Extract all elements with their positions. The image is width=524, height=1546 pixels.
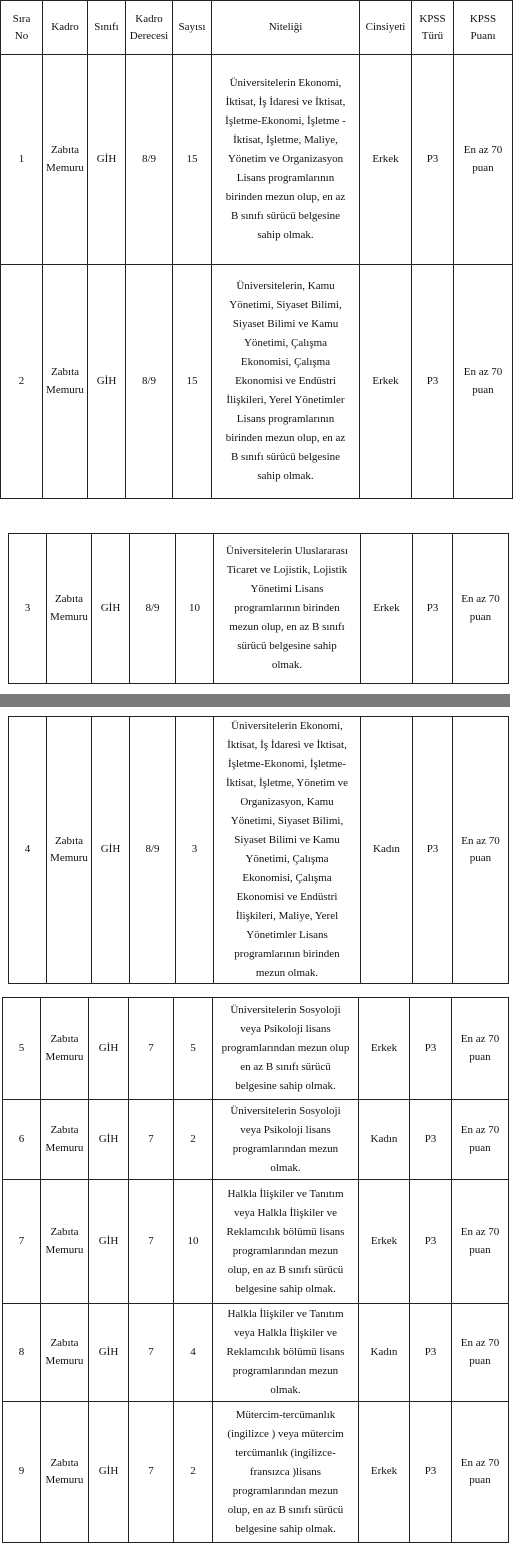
- kadro-line: Zabıta: [50, 366, 80, 378]
- table-block-2: [8, 533, 508, 683]
- header-cell: KPSS Puanı: [454, 1, 513, 55]
- niteligi-line: programlarından mezun olup: [221, 1042, 350, 1054]
- niteligi-line: Ekonomisi ve Endüstri: [236, 891, 338, 903]
- kpss-puani-line: En az 70: [463, 144, 503, 156]
- niteligi-line: en az B sınıfı sürücü: [240, 1061, 331, 1073]
- cinsiyeti-cell: Erkek: [360, 55, 412, 265]
- kadro-cell: [41, 1304, 89, 1402]
- niteligi-line: Lisans programlarının: [236, 413, 335, 425]
- kadro-line: Memuru: [50, 852, 88, 864]
- kadro-line: Zabıta: [50, 1033, 79, 1045]
- kadro-derecesi-cell: 7: [129, 998, 174, 1100]
- niteligi-line: olmak.: [270, 1161, 301, 1174]
- kadro-cell: [41, 998, 89, 1100]
- niteligi-line: Üniversitelerin Ekonomi,: [231, 720, 343, 732]
- kpss-turu-cell: P3: [412, 265, 454, 499]
- niteligi-line: programlarından mezun: [232, 1484, 339, 1497]
- cinsiyeti-cell: Erkek: [359, 1402, 410, 1543]
- kpss-puani-line: En az 70: [461, 834, 500, 847]
- kpss-puani-line: puan: [469, 610, 492, 623]
- sayisi-cell: 5: [174, 998, 213, 1100]
- niteligi-line: Yönetimi Lisans: [250, 583, 324, 595]
- table-row: [1, 265, 513, 499]
- kadro-derecesi-cell: 7: [129, 1304, 174, 1402]
- kadro-line: Zabıta: [50, 1226, 79, 1238]
- kpss-puani-line: puan: [469, 1474, 491, 1486]
- kpss-puani-line: En az 70: [460, 1033, 500, 1045]
- kpss-puani-line: puan: [469, 1243, 491, 1256]
- niteligi-line: Mütercim-tercümanlık: [235, 1408, 336, 1421]
- kadro-line: Memuru: [46, 383, 84, 396]
- kadro-cell: [41, 1180, 89, 1304]
- niteligi-line: veya Psikoloji lisans: [240, 1023, 331, 1035]
- cinsiyeti-cell: Erkek: [359, 1180, 410, 1304]
- table-row: [3, 998, 509, 1100]
- cinsiyeti-cell: Erkek: [359, 998, 410, 1100]
- kadro-line: Zabıta: [54, 593, 84, 605]
- table-block-3: [8, 716, 508, 979]
- niteligi-line: programlarının birinden: [234, 948, 340, 960]
- niteligi-line: tercümanlık (ingilizce-: [235, 1446, 336, 1459]
- kpss-turu-cell: P3: [413, 717, 453, 984]
- kpss-puani-cell: [452, 1304, 509, 1402]
- kpss-puani-line: En az 70: [460, 1226, 500, 1238]
- niteligi-line: belgesine sahip olmak.: [235, 1080, 336, 1092]
- kpss-turu-cell: P3: [413, 534, 453, 684]
- niteligi-line: B sınıfı sürücü belgesine: [230, 210, 341, 222]
- niteligi-line: Siyaset Bilimi ve Kamu: [232, 318, 339, 330]
- niteligi-line: İşletme-Ekonomi, İşletme-: [228, 758, 346, 770]
- niteligi-line: olup, en az B sınıfı sürücü: [227, 1263, 344, 1276]
- sinif-cell: GİH: [92, 534, 130, 684]
- header-cell: KPSS Türü: [412, 1, 454, 55]
- niteligi-cell: [212, 265, 360, 499]
- niteligi-line: programlarının birinden: [234, 602, 340, 614]
- niteligi-line: Üniversitelerin, Kamu: [236, 280, 335, 292]
- kpss-turu-cell: P3: [410, 1304, 452, 1402]
- kpss-turu-cell: P3: [412, 55, 454, 265]
- niteligi-line: Yönetimi, Çalışma: [243, 337, 328, 349]
- sayisi-cell: 15: [173, 265, 212, 499]
- niteligi-line: veya Psikoloji lisans: [240, 1123, 331, 1136]
- cinsiyeti-cell: Erkek: [360, 265, 412, 499]
- niteligi-cell: [213, 1100, 359, 1180]
- kpss-puani-cell: [454, 55, 513, 265]
- niteligi-line: Yönetimi, Çalışma: [245, 853, 329, 865]
- niteligi-line: mezun olmak.: [255, 967, 319, 979]
- kpss-puani-cell: [453, 717, 509, 984]
- sinif-cell: GİH: [88, 55, 126, 265]
- niteligi-line: belgesine sahip olmak.: [235, 1522, 336, 1535]
- kpss-puani-cell: [452, 1100, 509, 1180]
- sira-no-cell: 8: [3, 1304, 41, 1402]
- kpss-puani-line: puan: [469, 1354, 491, 1367]
- kadro-derecesi-cell: 7: [129, 1180, 174, 1304]
- kadro-line: Memuru: [45, 1141, 84, 1154]
- sinif-cell: GİH: [89, 1402, 129, 1543]
- niteligi-line: fransızca )lisans: [249, 1465, 322, 1478]
- sinif-cell: GİH: [89, 998, 129, 1100]
- kadro-cell: [43, 265, 88, 499]
- table-block-4: [2, 997, 508, 1542]
- kadro-derecesi-cell: 8/9: [130, 717, 176, 984]
- kadro-line: Memuru: [46, 161, 84, 174]
- niteligi-line: Reklamcılık bölümü lisans: [226, 1225, 345, 1238]
- niteligi-line: birinden mezun olup, en az: [225, 432, 346, 444]
- cinsiyeti-cell: Kadın: [361, 717, 413, 984]
- page-separator: [0, 694, 510, 707]
- kpss-turu-cell: P3: [410, 998, 452, 1100]
- table-row: [3, 1402, 509, 1543]
- sayisi-cell: 4: [174, 1304, 213, 1402]
- niteligi-line: Ticaret ve Lojistik, Lojistik: [226, 564, 348, 576]
- sinif-cell: GİH: [89, 1180, 129, 1304]
- kadro-line: Zabıta: [50, 1124, 79, 1136]
- niteligi-line: (ingilizce ) veya mütercim: [227, 1427, 344, 1440]
- kpss-puani-line: puan: [469, 1050, 491, 1063]
- niteligi-line: İktisat, İşletme, Yönetim ve: [225, 777, 349, 789]
- niteligi-line: İktisat, İş İdaresi ve İktisat,: [225, 96, 346, 108]
- table-block-1: [0, 0, 512, 498]
- kadro-line: Memuru: [45, 1050, 84, 1063]
- sayisi-cell: 15: [173, 55, 212, 265]
- niteligi-line: Ekonomisi ve Endüstri: [235, 375, 336, 387]
- niteligi-line: Yönetimi, Siyaset Bilimi,: [229, 299, 342, 311]
- niteligi-line: Yönetimler Lisans: [246, 929, 328, 941]
- niteligi-line: belgesine sahip olmak.: [235, 1282, 336, 1295]
- niteligi-line: programlarından mezun: [232, 1244, 339, 1257]
- table-row: [3, 1180, 509, 1304]
- table-row: [3, 1304, 509, 1402]
- niteligi-line: sürücü belgesine sahip: [237, 640, 337, 652]
- niteligi-line: birinden mezun olup, en az: [225, 191, 346, 203]
- sira-no-cell: 7: [3, 1180, 41, 1304]
- kpss-puani-line: En az 70: [460, 1337, 500, 1349]
- header-cell: Kadro Derecesi: [126, 1, 173, 55]
- sira-no-cell: 6: [3, 1100, 41, 1180]
- niteligi-line: Lisans programlarının: [236, 172, 335, 184]
- kadro-line: Zabıta: [50, 1337, 79, 1349]
- sinif-cell: GİH: [92, 717, 130, 984]
- header-cell: Niteliği: [212, 1, 360, 55]
- kpss-puani-cell: [453, 534, 509, 684]
- niteligi-cell: [214, 534, 361, 684]
- header-cell: Cinsiyeti: [360, 1, 412, 55]
- kpss-puani-line: puan: [472, 383, 494, 396]
- sira-no-cell: 9: [3, 1402, 41, 1543]
- kadro-line: Zabıta: [50, 144, 80, 156]
- cinsiyeti-cell: Kadın: [359, 1100, 410, 1180]
- table-row: [1, 55, 513, 265]
- niteligi-line: olup, en az B sınıfı sürücü: [227, 1503, 344, 1516]
- kadro-derecesi-cell: 7: [129, 1100, 174, 1180]
- kadro-derecesi-cell: 8/9: [130, 534, 176, 684]
- kpss-puani-line: En az 70: [463, 366, 503, 378]
- niteligi-cell: [214, 717, 361, 984]
- kadro-derecesi-cell: 8/9: [126, 265, 173, 499]
- niteligi-line: Yönetimi, Siyaset Bilimi,: [230, 815, 344, 827]
- niteligi-line: İktisat, İş İdaresi ve İktisat,: [227, 739, 347, 751]
- kadro-line: Memuru: [45, 1474, 84, 1486]
- cinsiyeti-cell: Kadın: [359, 1304, 410, 1402]
- kpss-turu-cell: P3: [410, 1180, 452, 1304]
- sayisi-cell: 10: [176, 534, 214, 684]
- niteligi-line: İlişkileri, Yerel Yönetimler: [226, 394, 345, 406]
- kpss-turu-cell: P3: [410, 1100, 452, 1180]
- cinsiyeti-cell: Erkek: [361, 534, 413, 684]
- sinif-cell: GİH: [89, 1100, 129, 1180]
- niteligi-cell: [213, 998, 359, 1100]
- sira-no-cell: 4: [9, 717, 47, 984]
- kpss-puani-line: puan: [472, 161, 494, 174]
- kpss-puani-line: puan: [469, 1141, 491, 1154]
- niteligi-cell: [213, 1402, 359, 1543]
- niteligi-line: Halkla İlişkiler ve Tanıtım: [227, 1187, 344, 1200]
- niteligi-line: İşletme-Ekonomi, İşletme -: [225, 115, 346, 127]
- kadro-line: Zabıta: [54, 834, 84, 847]
- niteligi-cell: [212, 55, 360, 265]
- kadro-cell: [41, 1402, 89, 1543]
- kadro-line: Memuru: [45, 1354, 84, 1367]
- kadro-derecesi-cell: 7: [129, 1402, 174, 1543]
- kadro-derecesi-cell: 8/9: [126, 55, 173, 265]
- sinif-cell: GİH: [89, 1304, 129, 1402]
- niteligi-line: Halkla İlişkiler ve Tanıtım: [227, 1308, 344, 1320]
- header-cell: Sınıfı: [88, 1, 126, 55]
- niteligi-line: Üniversitelerin Sosyoloji: [230, 1004, 341, 1016]
- sira-no-cell: 5: [3, 998, 41, 1100]
- niteligi-cell: [213, 1304, 359, 1402]
- kpss-puani-cell: [452, 1402, 509, 1543]
- kpss-puani-cell: [452, 998, 509, 1100]
- kadro-line: Memuru: [45, 1243, 84, 1256]
- sayisi-cell: 2: [174, 1402, 213, 1543]
- niteligi-line: sahip olmak.: [257, 470, 314, 482]
- kpss-turu-cell: P3: [410, 1402, 452, 1543]
- niteligi-line: Üniversitelerin Sosyoloji: [230, 1104, 341, 1117]
- sira-no-cell: 1: [1, 55, 43, 265]
- kadro-line: Memuru: [50, 610, 88, 623]
- sinif-cell: GİH: [88, 265, 126, 499]
- niteligi-line: İktisat, İşletme, Maliye,: [233, 134, 338, 146]
- kadro-cell: [47, 534, 92, 684]
- kpss-puani-cell: [452, 1180, 509, 1304]
- kpss-puani-line: puan: [469, 852, 492, 864]
- table-row: [9, 534, 509, 684]
- niteligi-line: sahip olmak.: [257, 229, 314, 241]
- niteligi-line: veya Halkla İlişkiler ve: [234, 1206, 337, 1219]
- niteligi-line: Yönetim ve Organizasyon: [227, 153, 344, 165]
- niteligi-line: olmak.: [270, 1384, 301, 1396]
- sira-no-cell: 2: [1, 265, 43, 499]
- header-cell: Sayısı: [173, 1, 212, 55]
- header-cell: Kadro: [43, 1, 88, 55]
- header-row: [1, 1, 513, 55]
- kpss-puani-cell: [454, 265, 513, 499]
- niteligi-line: mezun olup, en az B sınıfı: [229, 621, 345, 633]
- niteligi-line: programlarından mezun: [232, 1365, 339, 1377]
- niteligi-line: veya Halkla İlişkiler ve: [234, 1327, 337, 1339]
- niteligi-line: İlişkileri, Maliye, Yerel: [235, 910, 339, 922]
- niteligi-line: Reklamcılık bölümü lisans: [226, 1346, 345, 1358]
- niteligi-line: Üniversitelerin Ekonomi,: [229, 77, 342, 89]
- sayisi-cell: 2: [174, 1100, 213, 1180]
- kadro-cell: [47, 717, 92, 984]
- niteligi-line: Ekonomisi, Çalışma: [240, 356, 331, 368]
- kpss-puani-line: En az 70: [460, 1456, 500, 1469]
- niteligi-line: B sınıfı sürücü belgesine: [230, 451, 341, 463]
- sayisi-cell: 10: [174, 1180, 213, 1304]
- table-row: [9, 717, 509, 984]
- niteligi-cell: [213, 1180, 359, 1304]
- sayisi-cell: 3: [176, 717, 214, 984]
- kpss-puani-line: En az 70: [461, 593, 500, 605]
- niteligi-line: Ekonomisi, Çalışma: [242, 872, 332, 884]
- niteligi-line: olmak.: [271, 659, 303, 671]
- kadro-cell: [41, 1100, 89, 1180]
- niteligi-line: Siyaset Bilimi ve Kamu: [234, 834, 340, 846]
- sira-no-cell: 3: [9, 534, 47, 684]
- kadro-line: Zabıta: [50, 1456, 79, 1469]
- niteligi-line: Üniversitelerin Uluslararası: [226, 545, 348, 557]
- kadro-cell: [43, 55, 88, 265]
- kpss-puani-line: En az 70: [460, 1124, 500, 1136]
- header-cell: Sıra No: [1, 1, 43, 55]
- niteligi-line: Organizasyon, Kamu: [240, 796, 334, 808]
- niteligi-line: programlarından mezun: [232, 1142, 339, 1155]
- table-row: [3, 1100, 509, 1180]
